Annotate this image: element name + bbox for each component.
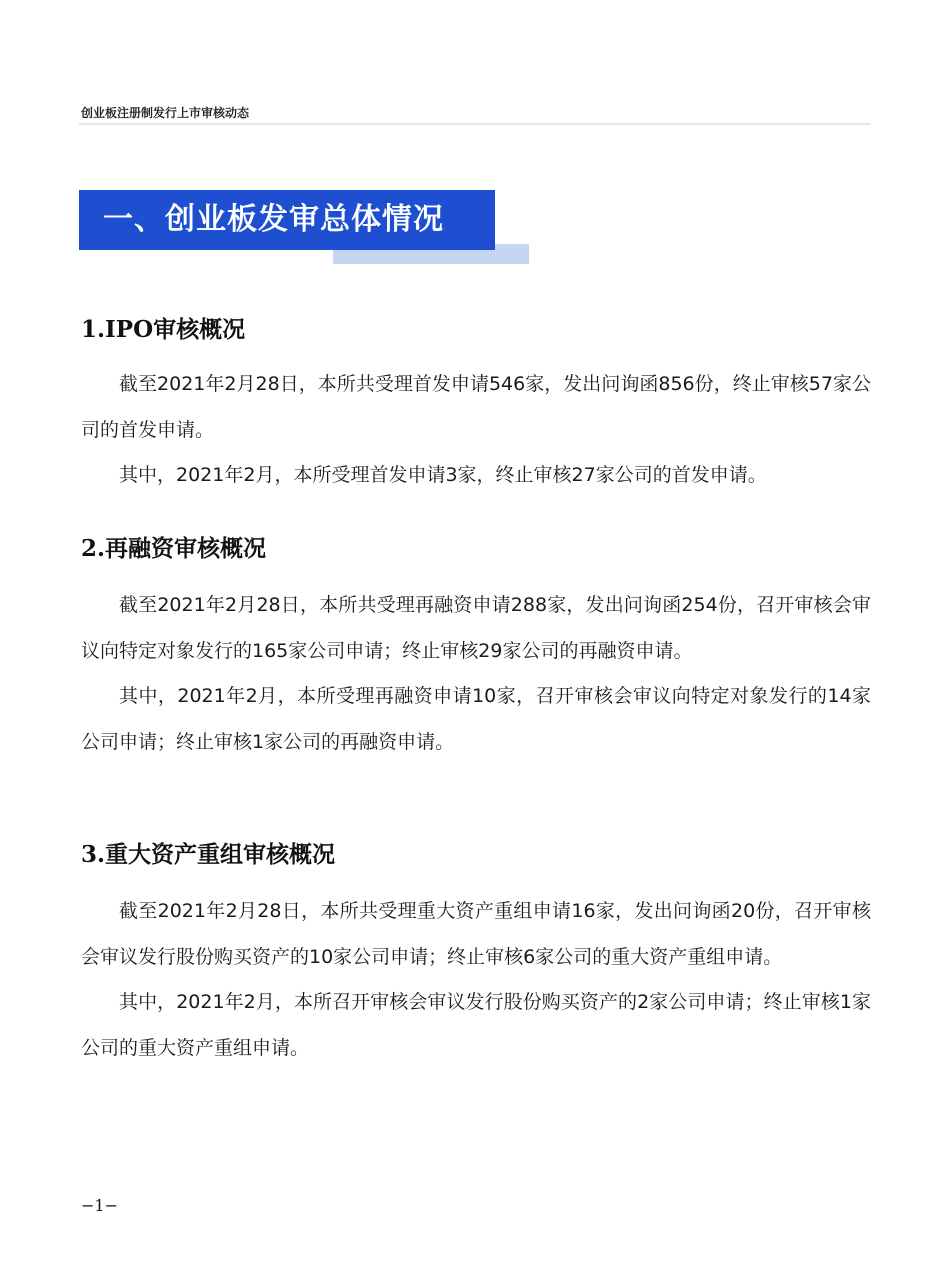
banner-title: 一、创业板发审总体情况 — [103, 202, 444, 237]
section-title: 3.重大资产重组审核概况 — [81, 841, 336, 868]
section-title: 2.再融资审核概况 — [81, 535, 267, 562]
section-title: 1.IPO审核概况 — [81, 316, 246, 343]
paragraph: 其中，2021年2月，本所受理再融资申请10家，召开审核会审议向特定对象发行的14家公司申请；终止审核1家公司的再融资申请。 — [81, 685, 871, 753]
section-banner — [79, 190, 495, 250]
paragraph: 截至2021年2月28日，本所共受理首发申请546家，发出问询函856份，终止审核57家公司的首发申请。 — [81, 373, 871, 441]
section-restructuring — [81, 840, 871, 1071]
running-header: 创业板注册制发行上市审核动态 — [81, 106, 250, 120]
page-number: −1− — [81, 1196, 118, 1215]
paragraph: 截至2021年2月28日，本所共受理再融资申请288家，发出问询函254份，召开审核会审议向特定对象发行的165家公司申请；终止审核29家公司的再融资申请。 — [81, 594, 871, 662]
header-divider — [79, 123, 871, 125]
paragraph: 其中，2021年2月，本所受理首发申请3家，终止审核27家公司的首发申请。 — [119, 464, 767, 486]
paragraph: 其中，2021年2月，本所召开审核会审议发行股份购买资产的2家公司申请；终止审核1家公司的重大资产重组申请。 — [81, 991, 871, 1059]
section-ipo — [81, 315, 871, 499]
section-refinancing — [81, 534, 871, 765]
paragraph: 截至2021年2月28日，本所共受理重大资产重组申请16家，发出问询函20份，召开审核会审议发行股份购买资产的10家公司申请；终止审核6家公司的重大资产重组申请。 — [81, 900, 871, 968]
